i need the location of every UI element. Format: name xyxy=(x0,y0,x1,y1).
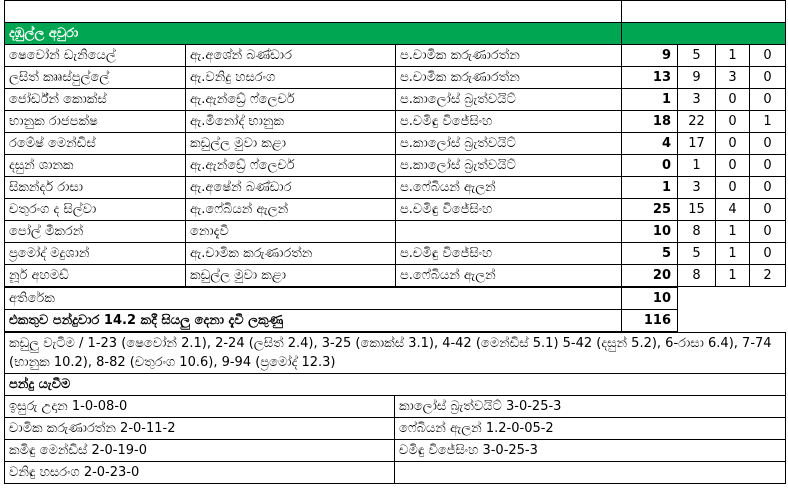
bowler-credit: ප.ෆේබියන් ඇලන් xyxy=(396,177,622,199)
runs: 1 xyxy=(622,177,678,199)
runs: 10 xyxy=(622,221,678,243)
balls: 3 xyxy=(678,89,716,111)
batter-name: පෝල් මීකරන් xyxy=(5,221,186,243)
dismissal: කඩුල්ල මුවා කළා xyxy=(186,133,396,155)
balls: 17 xyxy=(678,133,716,155)
fours: 0 xyxy=(716,177,750,199)
batting-row xyxy=(5,199,786,221)
bowler-credit: ප.චාමික කරුණාරත්න xyxy=(396,45,622,67)
bowling-figure: කමිඳු මෙන්ඩිස් 2-0-19-0 xyxy=(5,440,395,462)
sixes: 0 xyxy=(750,199,786,221)
runs: 13 xyxy=(622,67,678,89)
bowler-credit: ප.කාලෝස් බ්‍රැත්වයිට් xyxy=(396,155,622,177)
fours: 4 xyxy=(716,199,750,221)
sixes: 0 xyxy=(750,155,786,177)
dismissal: ඇ.ඇන්ඩ්‍රේ ෆ්ලෙචර් xyxy=(186,155,396,177)
dismissal: ඇ.මිනෝද් භානුක xyxy=(186,111,396,133)
fall-of-wickets: කඩුලු වැටීම / 1-23 (ෂෙවෝන් 2.1), 2-24 (ලසිත් 2.4), 3-25 (කොක්ස් 3.1), 4-42 (මෙන්ඩිස් 5.1) 5-42 (දසුන් 5.2), 6-රාසා 6.4), 7-74 (භානුක 10.2), 8-82 (චතුරංග 10.6), 9-94 (ප්‍රමෝද් 12.3) xyxy=(5,333,786,374)
extras-value: 10 xyxy=(622,288,678,310)
bowler-credit: ප.කාලෝස් බ්‍රැත්වයිට් xyxy=(396,133,622,155)
bowling-row xyxy=(5,418,786,440)
batter-name: දසුන් ශානක xyxy=(5,155,186,177)
fours: 1 xyxy=(716,221,750,243)
batter-name: රමේෂ් මෙන්ඩිස් xyxy=(5,133,186,155)
scorecard xyxy=(4,0,785,484)
batting-row xyxy=(5,67,786,89)
bowling-row xyxy=(5,396,786,418)
sixes: 2 xyxy=(750,265,786,287)
dismissal: ඇ.අෂේන් බණ්ඩාර xyxy=(186,177,396,199)
fours: 0 xyxy=(716,133,750,155)
bowling-heading: පන්දු යැවීම xyxy=(5,374,786,396)
bowling-figure: ෆේබියන් ඇලන් 1.2-0-05-2 xyxy=(395,418,786,440)
bowling-figure: වනිඳු හසරංග 2-0-23-0 xyxy=(5,462,395,484)
bowler-credit: ප.කාලෝස් බ්‍රැත්වයිට් xyxy=(396,89,622,111)
detail-table xyxy=(4,332,786,484)
batting-row xyxy=(5,111,786,133)
team-header-row xyxy=(5,23,786,45)
dismissal: ඇ.ෆේබියන් ඇලන් xyxy=(186,199,396,221)
dismissal: ඇ.අශේන් බණ්ඩාර xyxy=(186,45,396,67)
bowler-credit: ප.චමිඳු විජේසිංහ xyxy=(396,199,622,221)
batting-row xyxy=(5,265,786,287)
fall-of-wickets-row xyxy=(5,333,786,374)
dismissal: කඩුල්ල මුවා කළා xyxy=(186,265,396,287)
fours: 0 xyxy=(716,111,750,133)
total-label: එකතුව පන්දුවාර 14.2 කදී සියලු දෙනා දැවී ලකුණු xyxy=(5,310,622,332)
bowling-row xyxy=(5,462,786,484)
runs: 1 xyxy=(622,89,678,111)
batting-row xyxy=(5,177,786,199)
sixes: 1 xyxy=(750,111,786,133)
runs: 5 xyxy=(622,243,678,265)
balls: 22 xyxy=(678,111,716,133)
fours: 0 xyxy=(716,89,750,111)
bowling-figure xyxy=(395,462,786,484)
bowling-header-row xyxy=(5,374,786,396)
sixes: 0 xyxy=(750,243,786,265)
dismissal: නොදැවී xyxy=(186,221,396,243)
team-name: දඹුල්ල අවුරා xyxy=(5,23,622,45)
bowling-figure: චමිඳු විජේසිංහ 3-0-25-3 xyxy=(395,440,786,462)
balls: 3 xyxy=(678,177,716,199)
bowler-credit: ප.ෆේබියන් ඇලන් xyxy=(396,265,622,287)
runs: 0 xyxy=(622,155,678,177)
sixes: 0 xyxy=(750,89,786,111)
runs: 9 xyxy=(622,45,678,67)
bowler-credit: ප.චමිඳු විජේසිංහ xyxy=(396,243,622,265)
sixes: 0 xyxy=(750,221,786,243)
dismissal: ඇ.චාමික කරුණාරත්න xyxy=(186,243,396,265)
batter-name: නූර් අහමඩ් xyxy=(5,265,186,287)
balls: 8 xyxy=(678,265,716,287)
batting-row xyxy=(5,133,786,155)
fours: 3 xyxy=(716,67,750,89)
extras-row xyxy=(5,288,786,310)
batter-name: භානුක රාජපක්ෂ xyxy=(5,111,186,133)
batting-row xyxy=(5,89,786,111)
balls: 1 xyxy=(678,155,716,177)
balls: 5 xyxy=(678,243,716,265)
batter-name: සිකන්දර් රාසා xyxy=(5,177,186,199)
bowler-credit: ප.චාමික කරුණාරත්න xyxy=(396,67,622,89)
extras-label: අතිරේක xyxy=(5,288,622,310)
balls: 5 xyxy=(678,45,716,67)
fours: 1 xyxy=(716,45,750,67)
sixes: 0 xyxy=(750,133,786,155)
top-strip xyxy=(5,1,786,23)
fours: 0 xyxy=(716,155,750,177)
dismissal: ඇ.ඇන්ඩ්‍රේ ෆ්ලෙචර් xyxy=(186,89,396,111)
batting-row xyxy=(5,45,786,67)
batting-row xyxy=(5,243,786,265)
batter-name: චතුරංග ද සිල්වා xyxy=(5,199,186,221)
dismissal: ඇ.වනිදු හසරංග xyxy=(186,67,396,89)
total-value: 116 xyxy=(622,310,678,332)
bowling-row xyxy=(5,440,786,462)
batting-row xyxy=(5,221,786,243)
batting-row xyxy=(5,155,786,177)
summary-table xyxy=(4,287,786,332)
bowling-figure: ඉසුරු උදාන 1-0-08-0 xyxy=(5,396,395,418)
runs: 18 xyxy=(622,111,678,133)
runs: 25 xyxy=(622,199,678,221)
balls: 8 xyxy=(678,221,716,243)
runs: 4 xyxy=(622,133,678,155)
bowler-credit xyxy=(396,221,622,243)
fours: 1 xyxy=(716,243,750,265)
sixes: 0 xyxy=(750,45,786,67)
fours: 1 xyxy=(716,265,750,287)
batter-name: ෂෙවෝන් ඩැනියෙල් xyxy=(5,45,186,67)
batter-name: ලසිත් කෲස්පුල්ලේ xyxy=(5,67,186,89)
sixes: 0 xyxy=(750,67,786,89)
bowling-figure: චාමික කරුණාරත්න 2-0-11-2 xyxy=(5,418,395,440)
balls: 9 xyxy=(678,67,716,89)
batter-name: ප්‍රමෝද් මදුශාන් xyxy=(5,243,186,265)
bowler-credit: ප.චමිඳු විජේසිංහ xyxy=(396,111,622,133)
sixes: 0 xyxy=(750,177,786,199)
balls: 15 xyxy=(678,199,716,221)
batter-name: ජෝර්ඩ්න් කොක්ස් xyxy=(5,89,186,111)
runs: 20 xyxy=(622,265,678,287)
batting-table xyxy=(4,0,786,287)
total-row xyxy=(5,310,786,332)
bowling-figure: කාලෝස් බ්‍රැත්වයිට් 3-0-25-3 xyxy=(395,396,786,418)
